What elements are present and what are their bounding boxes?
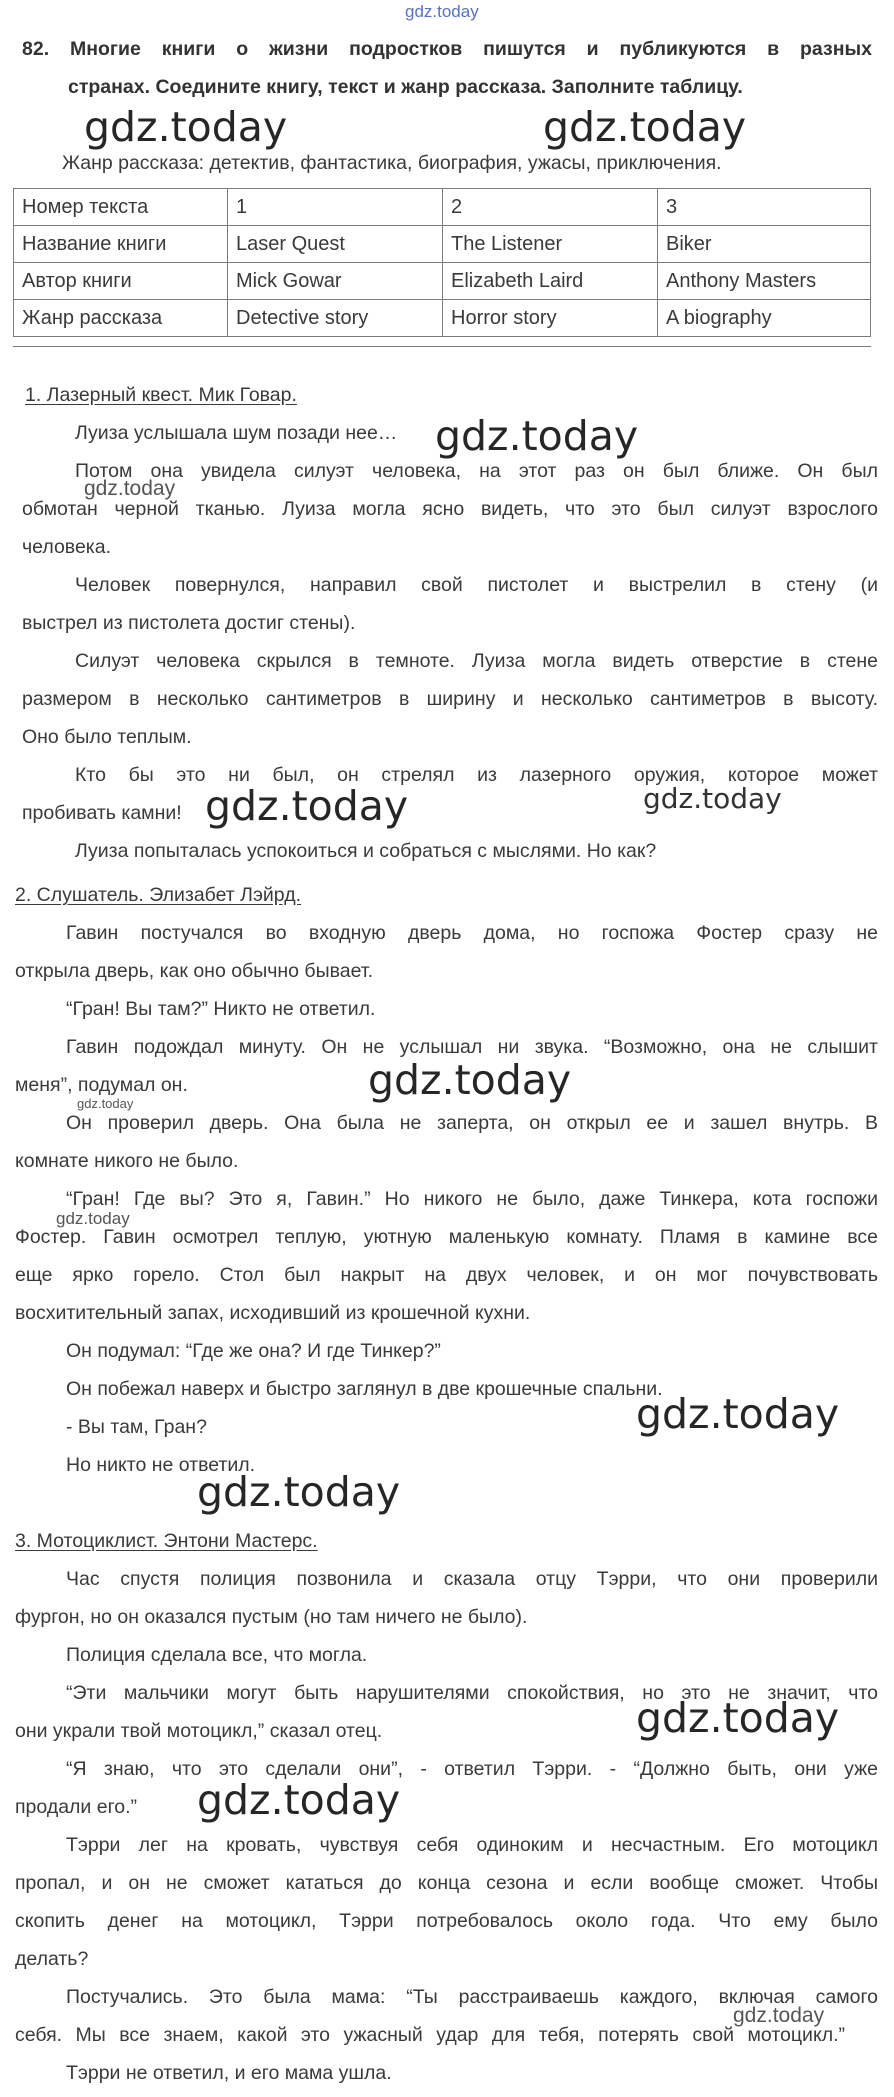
text-line: Тэрри не ответил, и его мама ушла.: [66, 2062, 392, 2084]
text-line: Он проверил дверь. Она была не заперта, он открыл ее и зашел внутрь. В: [66, 1112, 878, 1134]
text-line: восхитительный запах, исходивший из крошечной кухни.: [15, 1302, 531, 1324]
text-line: фургон, но он оказался пустым (но там ничего не было).: [15, 1606, 528, 1628]
table-cell: Horror story: [443, 300, 658, 337]
books-table: [13, 188, 871, 337]
watermark: gdz.today: [435, 412, 639, 460]
table-row: [14, 300, 871, 337]
table-cell: 2: [443, 189, 658, 226]
text-line: Он побежал наверх и быстро заглянул в две крошечные спальни.: [66, 1378, 663, 1400]
text-line: продали его.”: [15, 1796, 138, 1818]
text-line: “Гран! Где вы? Это я, Гавин.” Но никого не было, даже Тинкера, кота госпожи: [66, 1188, 878, 1210]
text-line: Луиза попыталась успокоиться и собраться с мыслями. Но как?: [75, 840, 657, 862]
table-cell: Laser Quest: [228, 226, 443, 263]
table-cell: Anthony Masters: [658, 263, 871, 300]
watermark: gdz.today: [636, 1694, 840, 1742]
text-line: пропал, и он не сможет кататься до конца сезона и если вообще сможет. Чтобы: [15, 1872, 878, 1894]
text-line: комнате никого не было.: [15, 1150, 239, 1172]
table-cell: Название книги: [14, 226, 228, 263]
table-cell: Жанр рассказа: [14, 300, 228, 337]
text2-heading: 2. Слушатель. Элизабет Лэйрд.: [15, 884, 301, 906]
watermark: gdz.today: [197, 1776, 401, 1824]
text-line: делать?: [15, 1948, 89, 1970]
text-line: “Эти мальчики могут быть нарушителями спокойствия, но это не значит, что: [66, 1682, 878, 1704]
text-line: Но никто не ответил.: [66, 1454, 256, 1476]
text-line: еще ярко горело. Стол был накрыт на двух человек, и он мог почувствовать: [15, 1264, 878, 1286]
text-line: Кто бы это ни был, он стрелял из лазерного оружия, которое может: [75, 764, 878, 786]
text-line: “Я знаю, что это сделали они”, - ответил Тэрри. - “Должно быть, они уже: [66, 1758, 878, 1780]
table-cell: Elizabeth Laird: [443, 263, 658, 300]
text-line: себя. Мы все знаем, какой это ужасный удар для тебя, потерять свой мотоцикл.”: [15, 2024, 845, 2046]
text-line: - Вы там, Гран?: [66, 1416, 207, 1438]
text-line: Гавин подождал минуту. Он не услышал ни звука. “Возможно, она не слышит: [66, 1036, 878, 1058]
watermark-top: gdz.today: [405, 2, 479, 21]
watermark: gdz.today: [77, 1096, 134, 1111]
watermark: gdz.today: [733, 2004, 825, 2027]
text-line: Полиция сделала все, что могла.: [66, 1644, 368, 1666]
table-cell: Номер текста: [14, 189, 228, 226]
task-line-1: 82. Многие книги о жизни подростков пишутся и публикуются в разных: [22, 38, 872, 60]
text-line: они украли твой мотоцикл,” сказал отец.: [15, 1720, 383, 1742]
text-line: Он подумал: “Где же она? И где Тинкер?”: [66, 1340, 441, 1362]
text-line: размером в несколько сантиметров в ширину и несколько сантиметров в высоту.: [22, 688, 878, 710]
table-cell: A biography: [658, 300, 871, 337]
text-line: Постучались. Это была мама: “Ты расстраиваешь каждого, включая самого: [66, 1986, 878, 2008]
text-line: “Гран! Вы там?” Никто не ответил.: [66, 998, 376, 1020]
text-line: Луиза услышала шум позади нее…: [75, 422, 398, 444]
watermark: gdz.today: [56, 1209, 130, 1228]
table-cell: Автор книги: [14, 263, 228, 300]
table-cell: 1: [228, 189, 443, 226]
table-cell: Mick Gowar: [228, 263, 443, 300]
text3-heading: 3. Мотоциклист. Энтони Мастерс.: [15, 1530, 318, 1552]
watermark: gdz.today: [84, 103, 288, 151]
text-line: открыла дверь, как оно обычно бывает.: [15, 960, 373, 982]
genres-line: Жанр рассказа: детектив, фантастика, биография, ужасы, приключения.: [62, 152, 722, 174]
text-line: человека.: [22, 536, 112, 558]
text-line: меня”, подумал он.: [15, 1074, 188, 1096]
table-cell: 3: [658, 189, 871, 226]
text1-heading: 1. Лазерный квест. Мик Говар.: [25, 384, 297, 406]
divider: [13, 346, 871, 347]
text-line: скопить денег на мотоцикл, Тэрри потребовалось около года. Что ему было: [15, 1910, 878, 1932]
text-line: Гавин постучался во входную дверь дома, но госпожа Фостер сразу не: [66, 922, 878, 944]
watermark: gdz.today: [205, 782, 409, 830]
text-line: обмотан черной тканью. Луиза могла ясно видеть, что это был силуэт взрослого: [22, 498, 878, 520]
table-cell: Biker: [658, 226, 871, 263]
text-line: Час спустя полиция позвонила и сказала отцу Тэрри, что они проверили: [66, 1568, 878, 1590]
table-row: [14, 263, 871, 300]
text-line: пробивать камни!: [22, 802, 182, 824]
text-line: Силуэт человека скрылся в темноте. Луиза могла видеть отверстие в стене: [75, 650, 878, 672]
table-row: [14, 226, 871, 263]
watermark: gdz.today: [643, 782, 782, 815]
text-line: выстрел из пистолета достиг стены).: [22, 612, 356, 634]
text-line: Человек повернулся, направил свой пистолет и выстрелил в стену (и: [75, 574, 878, 596]
text-line: Оно было теплым.: [22, 726, 192, 748]
watermark: gdz.today: [84, 477, 176, 500]
task-line-2: странах. Соедините книгу, текст и жанр рассказа. Заполните таблицу.: [68, 76, 743, 98]
watermark: gdz.today: [636, 1390, 840, 1438]
watermark: gdz.today: [543, 103, 747, 151]
text-line: Фостер. Гавин осмотрел теплую, уютную маленькую комнату. Пламя в камине все: [15, 1226, 878, 1248]
table-cell: Detective story: [228, 300, 443, 337]
watermark: gdz.today: [197, 1468, 401, 1516]
table-cell: The Listener: [443, 226, 658, 263]
table-row: [14, 189, 871, 226]
text-line: Потом она увидела силуэт человека, на этот раз он был ближе. Он был: [75, 460, 878, 482]
text-line: Тэрри лег на кровать, чувствуя себя одиноким и несчастным. Его мотоцикл: [66, 1834, 878, 1856]
watermark: gdz.today: [368, 1056, 572, 1104]
